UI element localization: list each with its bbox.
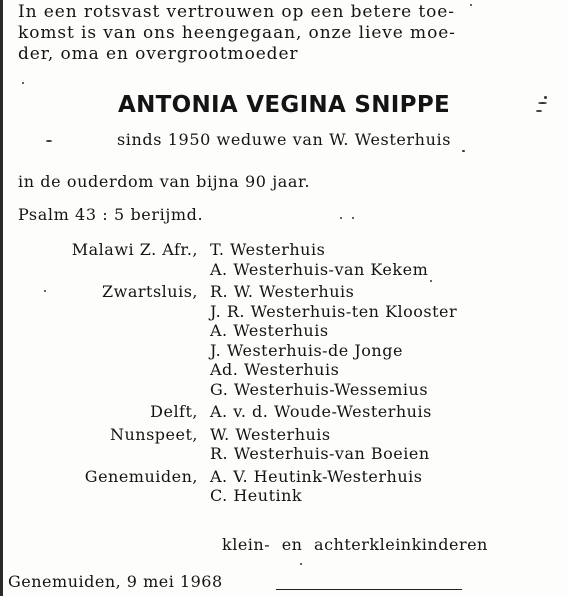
family-member: R. W. Westerhuis	[210, 282, 355, 301]
family-member: A. Westerhuis	[210, 321, 329, 340]
family-member: A. v. d. Woude-Westerhuis	[210, 402, 432, 421]
family-member: J. R. Westerhuis-ten Klooster	[210, 301, 458, 321]
family-member: Ad. Westerhuis	[210, 360, 340, 379]
family-place: Nunspeet,	[109, 424, 198, 444]
family-place: Malawi Z. Afr.,	[71, 240, 198, 259]
family-member: W. Westerhuis	[210, 424, 331, 444]
family-group-genemuiden	[0, 467, 568, 506]
family-member: J. Westerhuis-de Jonge	[210, 340, 403, 360]
family-place: Genemuiden,	[84, 466, 198, 486]
footer-rule	[276, 589, 462, 590]
family-member: C. Heutink	[210, 486, 303, 505]
family-group-nunspeet	[0, 425, 568, 464]
print-speck	[462, 150, 465, 152]
family-members	[210, 240, 428, 279]
family-place: Zwartsluis,	[102, 282, 198, 301]
print-speck	[22, 82, 24, 84]
family-member: T. Westerhuis	[210, 240, 326, 259]
print-speck	[430, 280, 432, 282]
family-member: R. Westerhuis-van Boeien	[210, 444, 430, 463]
family-group-delft	[0, 402, 568, 422]
print-speck	[340, 217, 342, 219]
family-list	[0, 240, 568, 509]
family-place: Delft,	[150, 402, 198, 421]
family-member: G. Westerhuis-Wessemius	[210, 379, 429, 399]
family-members	[210, 467, 422, 506]
footer-place-date: Genemuiden, 9 mei 1968	[8, 572, 223, 591]
family-group-malawi	[0, 240, 568, 279]
print-speck	[46, 140, 52, 142]
print-speck	[300, 563, 302, 565]
print-speck	[352, 217, 354, 219]
print-speck	[44, 290, 46, 292]
family-members	[210, 402, 432, 422]
age-line: in de ouderdom van bijna 90 jaar.	[18, 172, 311, 191]
family-members	[210, 282, 457, 399]
widow-line: sinds 1950 weduwe van W. Westerhuis	[116, 130, 452, 149]
intro-line-1: In een rotsvast vertrouwen op een betere toe-	[18, 2, 455, 22]
family-members	[210, 425, 430, 464]
intro-line-2: komst is van ons heengegaan, onze lieve moe-	[18, 23, 456, 43]
print-speck	[538, 102, 547, 104]
psalm-line: Psalm 43 : 5 berijmd.	[18, 205, 204, 224]
print-speck	[536, 110, 542, 112]
family-member: A. V. Heutink-Westerhuis	[210, 466, 423, 486]
family-group-zwartsluis	[0, 282, 568, 399]
print-speck	[470, 4, 472, 6]
family-member: A. Westerhuis-van Kekem	[210, 259, 429, 279]
grandchildren-line: klein- en achterkleinkinderen	[222, 535, 488, 554]
print-speck	[544, 96, 547, 99]
intro-line-3: der, oma en overgrootmoeder	[18, 44, 299, 64]
intro-text	[18, 2, 558, 65]
deceased-name: ANTONIA VEGINA SNIPPE	[117, 92, 450, 118]
